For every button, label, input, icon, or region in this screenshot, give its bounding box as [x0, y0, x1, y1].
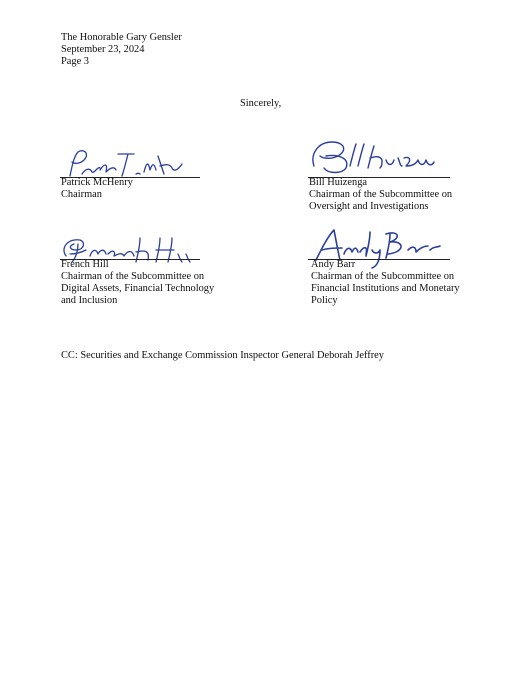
- signature-huizenga: [308, 136, 438, 180]
- signatory-title-line: Chairman of the Subcommittee on: [61, 271, 205, 282]
- signatory-title-line: Digital Assets, Financial Technology: [61, 283, 215, 294]
- signatory-block-huizenga: [309, 177, 452, 213]
- signatory-name: French Hill: [61, 259, 109, 270]
- cc-line: CC: Securities and Exchange Commission Inspector General Deborah Jeffrey: [61, 350, 384, 361]
- signatory-title-line: Financial Institutions and Monetary: [311, 283, 460, 294]
- signatory-title-line: Oversight and Investigations: [309, 201, 429, 212]
- closing-salutation: Sincerely,: [240, 98, 282, 109]
- signatory-name: Andy Barr: [311, 259, 356, 270]
- signatory-title-line: Chairman: [61, 189, 102, 200]
- signatory-name: Bill Huizenga: [309, 177, 368, 188]
- signatory-title-line: and Inclusion: [61, 295, 118, 306]
- signatory-title-line: Policy: [311, 295, 338, 306]
- letter-header: [61, 32, 182, 68]
- signatory-title-line: Chairman of the Subcommittee on: [309, 189, 453, 200]
- recipient-line: The Honorable Gary Gensler: [61, 32, 182, 43]
- date-line: September 23, 2024: [61, 44, 145, 55]
- signatory-name: Patrick McHenry: [61, 177, 133, 188]
- page-number: Page 3: [61, 56, 89, 67]
- signatory-block-mchenry: [61, 177, 133, 201]
- signatory-title-line: Chairman of the Subcommittee on: [311, 271, 455, 282]
- signatory-block-barr: [311, 259, 460, 307]
- signatory-block-hill: [61, 259, 214, 307]
